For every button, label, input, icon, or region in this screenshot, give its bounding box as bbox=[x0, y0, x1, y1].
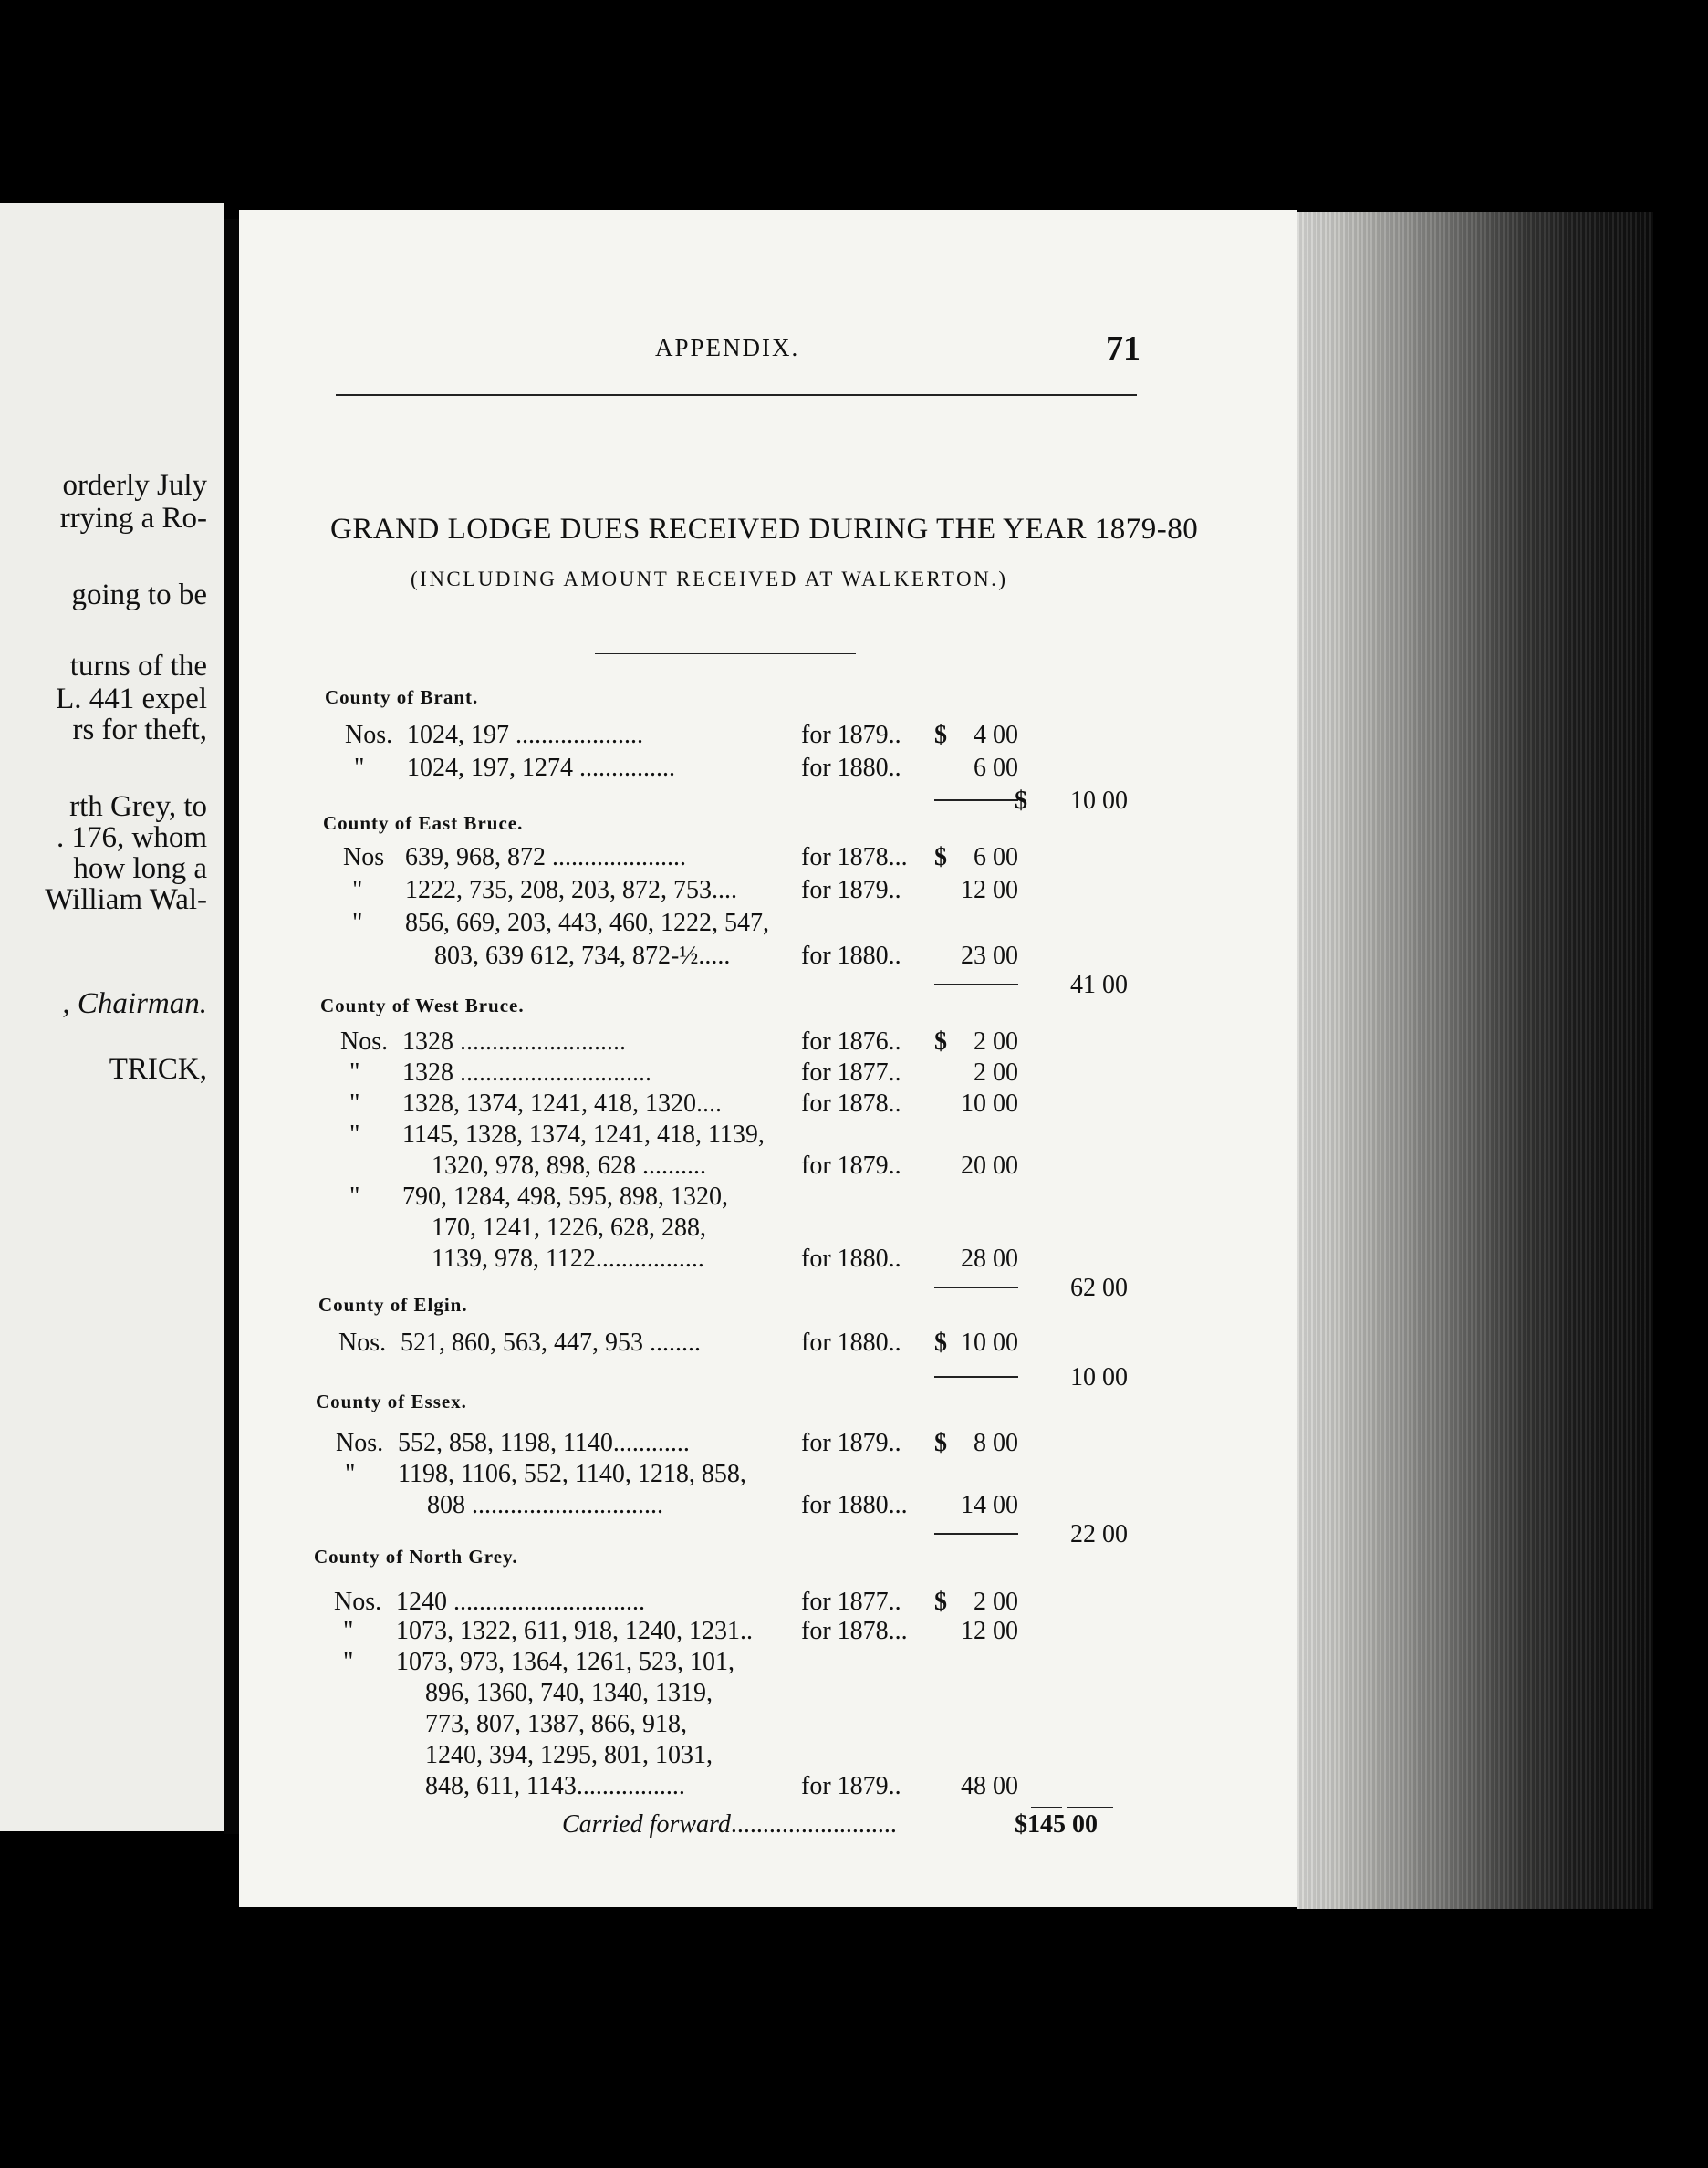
line-amount: 14 00 bbox=[961, 1491, 1018, 1519]
ditto-mark: " bbox=[345, 1460, 356, 1488]
year-label: for 1877.. bbox=[801, 1588, 901, 1616]
lodge-numbers: 170, 1241, 1226, 628, 288, bbox=[432, 1214, 706, 1242]
currency-sign: $ bbox=[934, 1588, 947, 1616]
lodge-numbers: 1328, 1374, 1241, 418, 1320.... bbox=[402, 1089, 722, 1118]
year-label: for 1879.. bbox=[801, 1152, 901, 1180]
line-amount: 2 00 bbox=[974, 1027, 1018, 1056]
lodge-numbers: 552, 858, 1198, 1140............ bbox=[398, 1429, 690, 1457]
county-total: 22 00 bbox=[1070, 1520, 1128, 1548]
county-total: 41 00 bbox=[1070, 971, 1128, 999]
county-heading: County of Essex. bbox=[316, 1391, 467, 1412]
lodge-numbers: 1145, 1328, 1374, 1241, 418, 1139, bbox=[402, 1120, 765, 1149]
nos-label: Nos bbox=[343, 843, 385, 871]
nos-label: Nos. bbox=[336, 1429, 384, 1457]
year-label: for 1879.. bbox=[801, 1772, 901, 1800]
county-total: 62 00 bbox=[1070, 1274, 1128, 1302]
county-total: 10 00 bbox=[1070, 1363, 1128, 1391]
year-label: for 1880.. bbox=[801, 1245, 901, 1273]
year-label: for 1879.. bbox=[801, 721, 901, 749]
left-page-fragment: , Chairman. bbox=[62, 987, 207, 1020]
lodge-numbers: 1073, 1322, 611, 918, 1240, 1231.. bbox=[396, 1617, 753, 1645]
year-label: for 1878... bbox=[801, 1617, 908, 1645]
left-page-fragment: L. 441 expel bbox=[56, 683, 207, 715]
year-label: for 1880.. bbox=[801, 1329, 901, 1357]
year-label: for 1876.. bbox=[801, 1027, 901, 1056]
lodge-numbers: 1328 .............................. bbox=[402, 1058, 651, 1087]
currency-sign: $ bbox=[934, 721, 947, 749]
currency-sign: $ bbox=[934, 1027, 947, 1056]
county-heading: County of East Bruce. bbox=[323, 812, 524, 834]
lodge-numbers: 848, 611, 1143................. bbox=[425, 1772, 685, 1800]
lodge-numbers: 1222, 735, 208, 203, 872, 753.... bbox=[405, 876, 737, 904]
lodge-numbers: 1024, 197, 1274 ............... bbox=[407, 754, 675, 782]
year-label: for 1880.. bbox=[801, 942, 901, 970]
lodge-numbers: 856, 669, 203, 443, 460, 1222, 547, bbox=[405, 909, 769, 937]
county-heading: County of Brant. bbox=[325, 686, 479, 708]
ditto-mark: " bbox=[349, 1089, 360, 1118]
ditto-mark: " bbox=[349, 1120, 360, 1149]
lodge-numbers: 1240 .............................. bbox=[396, 1588, 645, 1616]
carried-forward-dots: .......................... bbox=[730, 1810, 897, 1839]
lodge-numbers: 1198, 1106, 552, 1140, 1218, 858, bbox=[398, 1460, 746, 1488]
lodge-numbers: 790, 1284, 498, 595, 898, 1320, bbox=[402, 1183, 728, 1211]
line-amount: 4 00 bbox=[974, 721, 1018, 749]
left-page bbox=[0, 203, 224, 1831]
total-currency: $ bbox=[1015, 787, 1027, 815]
line-amount: 12 00 bbox=[961, 1617, 1018, 1645]
left-page-fragment: orderly July bbox=[62, 469, 207, 502]
county-heading: County of West Bruce. bbox=[320, 995, 525, 1016]
left-page-fragment: turns of the bbox=[69, 650, 207, 683]
currency-sign: $ bbox=[934, 1329, 947, 1357]
lodge-numbers: 1240, 394, 1295, 801, 1031, bbox=[425, 1741, 713, 1769]
cf-rule-left bbox=[1031, 1807, 1062, 1808]
line-amount: 48 00 bbox=[961, 1772, 1018, 1800]
lodge-numbers: 1320, 978, 898, 628 .......... bbox=[432, 1152, 706, 1180]
ditto-mark: " bbox=[354, 754, 365, 782]
ditto-mark: " bbox=[343, 1617, 354, 1645]
lodge-numbers: 896, 1360, 740, 1340, 1319, bbox=[425, 1679, 713, 1707]
nos-label: Nos. bbox=[345, 721, 393, 749]
subtotal-rule bbox=[934, 984, 1018, 985]
subtotal-rule bbox=[934, 1533, 1018, 1535]
ditto-mark: " bbox=[349, 1058, 360, 1087]
year-label: for 1878... bbox=[801, 843, 908, 871]
cf-rule-right bbox=[1068, 1807, 1113, 1808]
nos-label: Nos. bbox=[338, 1329, 387, 1357]
nos-label: Nos. bbox=[340, 1027, 389, 1056]
line-amount: 6 00 bbox=[974, 843, 1018, 871]
lodge-numbers: 521, 860, 563, 447, 953 ........ bbox=[401, 1329, 701, 1357]
left-page-fragment: how long a bbox=[73, 852, 207, 885]
county-total: 10 00 bbox=[1070, 787, 1128, 815]
county-heading: County of North Grey. bbox=[314, 1546, 518, 1568]
line-amount: 28 00 bbox=[961, 1245, 1018, 1273]
lodge-numbers: 1024, 197 .................... bbox=[407, 721, 643, 749]
title-rule bbox=[595, 653, 856, 654]
line-amount: 2 00 bbox=[974, 1058, 1018, 1087]
ditto-mark: " bbox=[352, 909, 363, 937]
year-label: for 1880... bbox=[801, 1491, 908, 1519]
lodge-numbers: 639, 968, 872 ..................... bbox=[405, 843, 686, 871]
left-page-fragment: William Wal- bbox=[45, 883, 207, 916]
lodge-numbers: 1328 .......................... bbox=[402, 1027, 626, 1056]
ditto-mark: " bbox=[343, 1648, 354, 1676]
line-amount: 8 00 bbox=[974, 1429, 1018, 1457]
left-page-fragment: . 176, whom bbox=[57, 821, 207, 854]
line-amount: 23 00 bbox=[961, 942, 1018, 970]
left-page-fragment: TRICK, bbox=[109, 1053, 207, 1086]
page-title: GRAND LODGE DUES RECEIVED DURING THE YEAR 1879-80 bbox=[330, 513, 1199, 546]
running-title: APPENDIX. bbox=[655, 334, 800, 361]
header-rule bbox=[336, 394, 1137, 396]
lodge-numbers: 808 .............................. bbox=[427, 1491, 663, 1519]
left-page-fragment: rrying a Ro- bbox=[59, 502, 207, 535]
year-label: for 1880.. bbox=[801, 754, 901, 782]
left-page-fragment: rth Grey, to bbox=[69, 790, 207, 823]
subtotal-rule bbox=[934, 1376, 1018, 1378]
lodge-numbers: 773, 807, 1387, 866, 918, bbox=[425, 1710, 687, 1738]
currency-sign: $ bbox=[934, 1429, 947, 1457]
lodge-numbers: 1139, 978, 1122................. bbox=[432, 1245, 704, 1273]
page-edges bbox=[1297, 212, 1653, 1909]
line-amount: 12 00 bbox=[961, 876, 1018, 904]
page-subtitle: (INCLUDING AMOUNT RECEIVED AT WALKERTON.) bbox=[411, 568, 1008, 590]
currency-sign: $ bbox=[934, 843, 947, 871]
ditto-mark: " bbox=[352, 876, 363, 904]
subtotal-rule bbox=[934, 799, 1018, 801]
year-label: for 1878.. bbox=[801, 1089, 901, 1118]
line-amount: 6 00 bbox=[974, 754, 1018, 782]
line-amount: 10 00 bbox=[961, 1329, 1018, 1357]
county-heading: County of Elgin. bbox=[318, 1294, 468, 1316]
year-label: for 1879.. bbox=[801, 1429, 901, 1457]
carried-forward bbox=[562, 1810, 897, 1840]
left-page-fragment: rs for theft, bbox=[72, 714, 207, 746]
line-amount: 20 00 bbox=[961, 1152, 1018, 1180]
line-amount: 2 00 bbox=[974, 1588, 1018, 1616]
page-number: 71 bbox=[1106, 329, 1140, 368]
subtotal-rule bbox=[934, 1287, 1018, 1288]
line-amount: 10 00 bbox=[961, 1089, 1018, 1118]
lodge-numbers: 803, 639 612, 734, 872-½..... bbox=[434, 942, 731, 970]
year-label: for 1877.. bbox=[801, 1058, 901, 1087]
carried-forward-amount: $145 00 bbox=[1015, 1810, 1098, 1839]
left-page-fragment: going to be bbox=[71, 578, 207, 611]
ditto-mark: " bbox=[349, 1183, 360, 1211]
carried-forward-label: Carried forward bbox=[562, 1810, 731, 1839]
year-label: for 1879.. bbox=[801, 876, 901, 904]
lodge-numbers: 1073, 973, 1364, 1261, 523, 101, bbox=[396, 1648, 734, 1676]
nos-label: Nos. bbox=[334, 1588, 382, 1616]
